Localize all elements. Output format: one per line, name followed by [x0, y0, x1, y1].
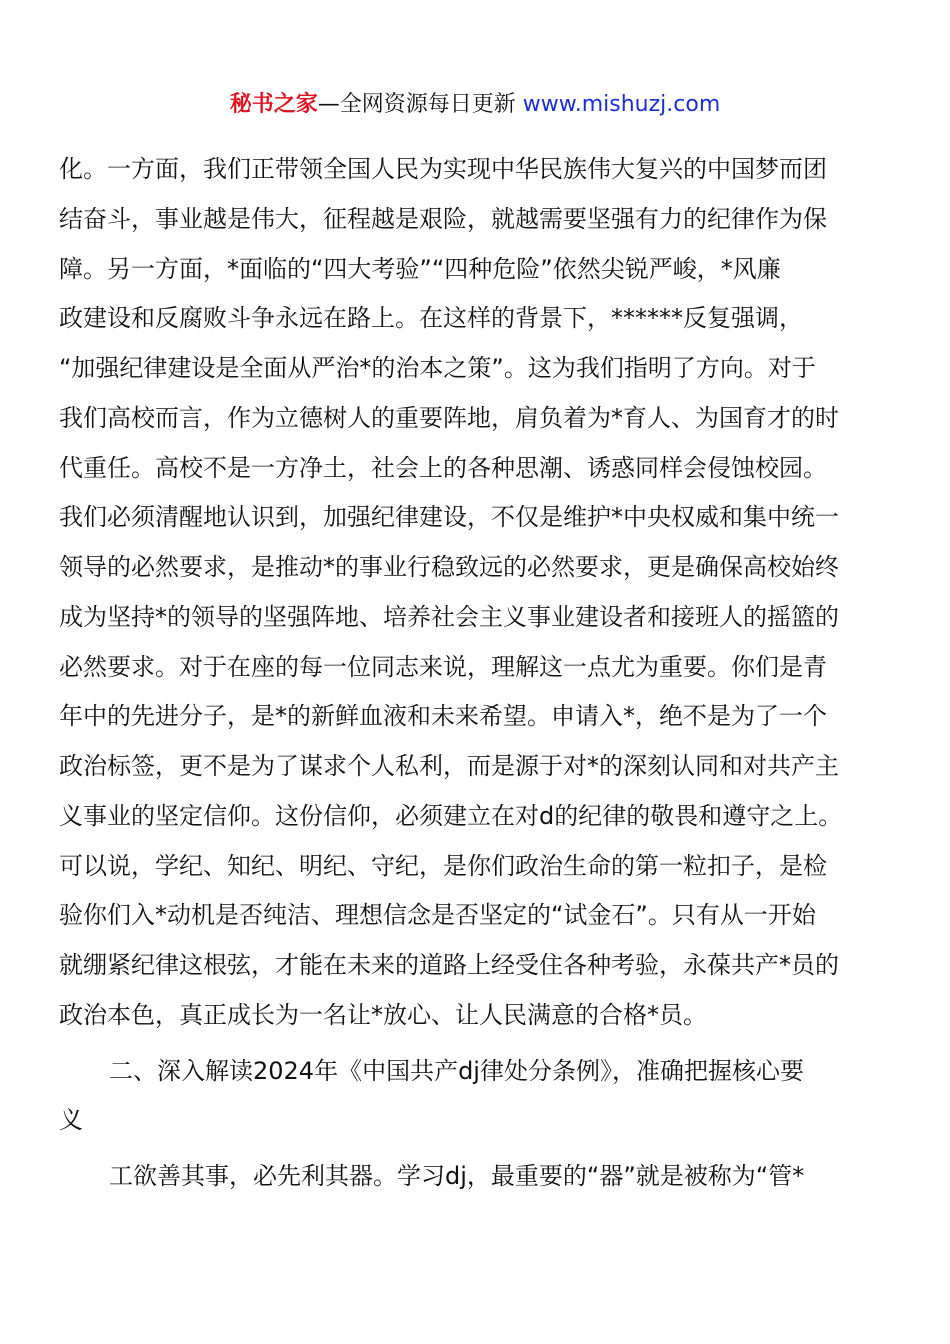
- site-tagline: —全网资源每日更新: [317, 92, 523, 117]
- text-line: 可以说，学纪、知纪、明纪、守纪，是你们政治生命的第一粒扣子，是检: [59, 851, 827, 880]
- heading-line: 二、深入解读2024年《中国共产dj律处分条例》，准确把握核心要: [109, 1056, 804, 1085]
- text-line: 年中的先进分子，是*的新鲜血液和未来希望。申请入*，绝不是为了一个: [59, 702, 827, 731]
- site-brand: 秘书之家: [229, 92, 318, 117]
- text-line: 我们必须清醒地认识到，加强纪律建设，不仅是维护*中央权威和集中统一: [59, 503, 839, 532]
- text-line: 结奋斗，事业越是伟大，征程越是艰险，就越需要坚强有力的纪律作为保: [59, 204, 827, 233]
- text-line: 化。一方面，我们正带领全国人民为实现中华民族伟大复兴的中国梦而团: [59, 155, 827, 183]
- site-header: [0, 88, 950, 122]
- text-line: 必然要求。对于在座的每一位同志来说，理解这一点尤为重要。你们是青: [59, 652, 827, 681]
- text-line: 代重任。高校不是一方净土，社会上的各种思潮、诱惑同样会侵蚀校园。: [59, 453, 827, 482]
- text-line: 政治标签，更不是为了谋求个人私利，而是源于对*的深刻认同和对共产主: [59, 752, 839, 780]
- text-line: 验你们入*动机是否纯洁、理想信念是否坚定的“试金石”。只有从一开始: [59, 901, 816, 930]
- text-line: “加强纪律建设是全面从严治*的治本之策”。这为我们指明了方向。对于: [59, 354, 816, 382]
- text-line: 政建设和反腐败斗争永远在路上。在这样的背景下，******反复强调，: [59, 304, 803, 333]
- paragraph-discipline-importance: [59, 145, 899, 1041]
- heading-line: 义: [59, 1106, 83, 1135]
- text-line: 障。另一方面，*面临的“四大考验”“四种危险”依然尖锐严峻，*风廉: [59, 254, 781, 283]
- paragraph-regulations: [59, 1152, 899, 1202]
- text-line: 领导的必然要求，是推动*的事业行稳致远的必然要求，更是确保高校始终: [59, 553, 839, 581]
- section-heading-2: [59, 1047, 899, 1147]
- text-line: 我们高校而言，作为立德树人的重要阵地，肩负着为*育人、为国育才的时: [59, 403, 839, 432]
- site-url-link[interactable]: www.mishuzj.com: [522, 92, 721, 117]
- text-line: 义事业的坚定信仰。这份信仰，必须建立在对d的纪律的敬畏和遵守之上。: [59, 801, 843, 830]
- text-line: 工欲善其事，必先利其器。学习dj，最重要的“器”就是被称为“管*: [109, 1162, 805, 1190]
- text-line: 政治本色，真正成长为一名让*放心、让人民满意的合格*员。: [59, 1000, 707, 1029]
- text-line: 就绷紧纪律这根弦，才能在未来的道路上经受住各种考验，永葆共产*员的: [59, 951, 839, 979]
- document-body: [59, 145, 899, 1202]
- text-line: 成为坚持*的领导的坚强阵地、培养社会主义事业建设者和接班人的摇篮的: [59, 602, 839, 631]
